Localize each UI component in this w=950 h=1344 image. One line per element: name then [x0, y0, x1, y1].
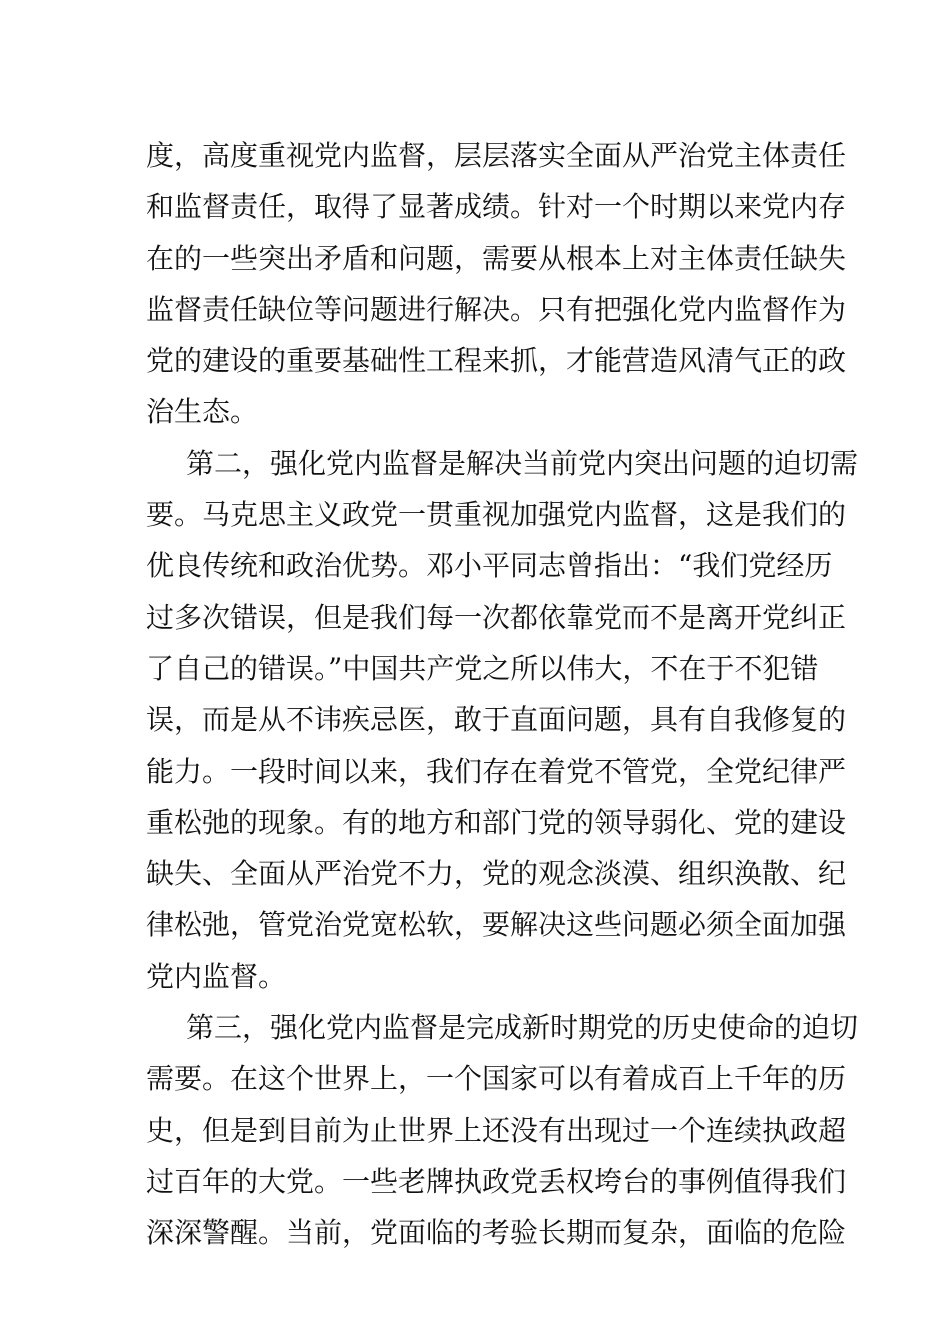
- text-line: 过多次错误，但是我们每一次都依靠党而不是离开党纠正: [146, 600, 847, 634]
- text-line: 过百年的大党。一些老牌执政党丢权垮台的事例值得我们: [146, 1164, 847, 1198]
- text-line: 能力。一段时间以来，我们存在着党不管党，全党纪律严: [146, 754, 847, 788]
- text-line: 误，而是从不讳疾忌医，敢于直面问题，具有自我修复的: [146, 703, 847, 737]
- text-line: 优良传统和政治优势。邓小平同志曾指出：“我们党经历: [146, 549, 833, 583]
- text-line: 和监督责任，取得了显著成绩。针对一个时期以来党内存: [146, 190, 847, 224]
- text-line: 度，高度重视党内监督，层层落实全面从严治党主体责任: [146, 139, 847, 172]
- text-line: 史，但是到目前为止世界上还没有出现过一个连续执政超: [146, 1113, 847, 1147]
- text-line: 了自己的错误。”中国共产党之所以伟大，不在于不犯错: [146, 651, 819, 685]
- document-body: [146, 130, 859, 1259]
- text-line: 缺失、全面从严治党不力，党的观念淡漠、组织涣散、纪: [146, 857, 847, 891]
- text-line: 深深警醒。当前，党面临的考验长期而复杂，面临的危险: [146, 1216, 847, 1250]
- text-line: 治生态。: [146, 395, 259, 429]
- paragraph-start-line: 第三，强化党内监督是完成新时期党的历史使命的迫切: [186, 1011, 859, 1045]
- text-line: 监督责任缺位等问题进行解决。只有把强化党内监督作为: [146, 292, 847, 326]
- text-line: 需要。在这个世界上，一个国家可以有着成百上千年的历: [146, 1062, 847, 1096]
- paragraph-start-line: 第二，强化党内监督是解决当前党内突出问题的迫切需: [186, 446, 859, 480]
- text-line: 律松弛，管党治党宽松软，要解决这些问题必须全面加强: [146, 908, 847, 942]
- text-line: 党的建设的重要基础性工程来抓，才能营造风清气正的政: [146, 344, 847, 378]
- text-line: 党内监督。: [146, 959, 287, 993]
- text-line: 在的一些突出矛盾和问题，需要从根本上对主体责任缺失: [146, 241, 847, 275]
- text-line: 重松弛的现象。有的地方和部门党的领导弱化、党的建设: [146, 805, 847, 839]
- text-line: 要。马克思主义政党一贯重视加强党内监督，这是我们的: [146, 498, 847, 532]
